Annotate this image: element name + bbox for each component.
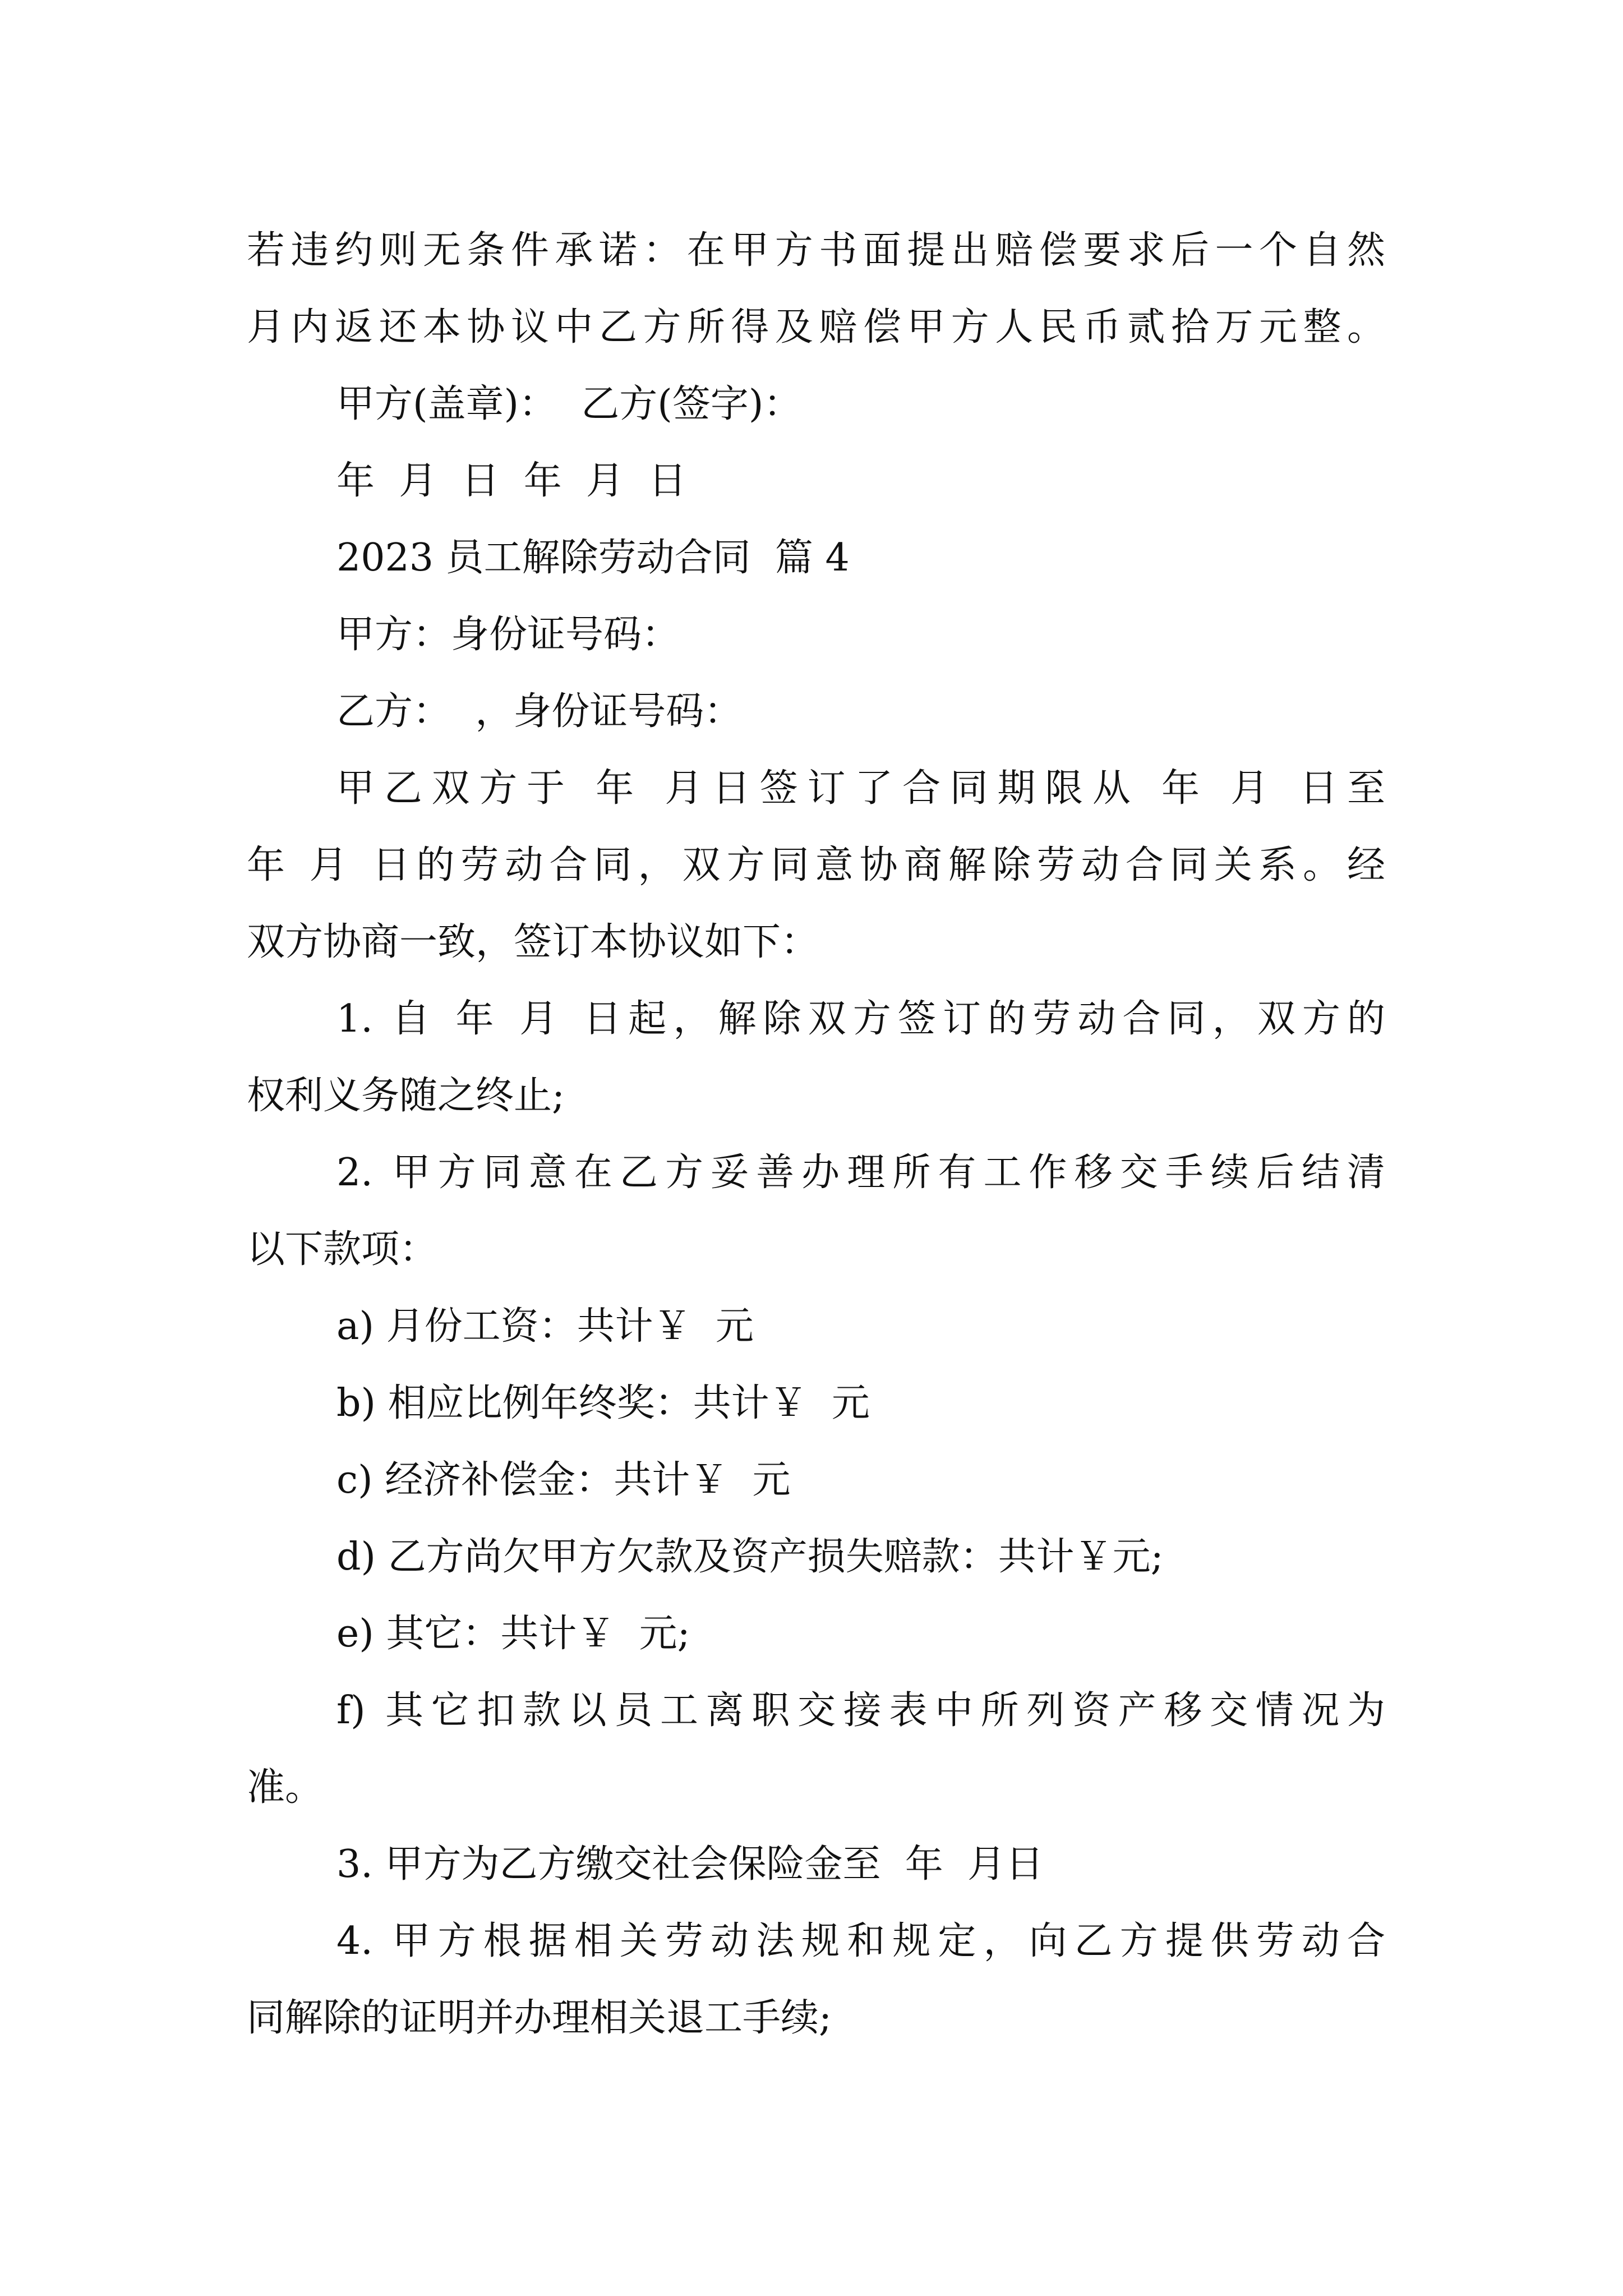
date-line: 年 月 日 年 月 日 [336, 459, 687, 503]
clause-line: 1. 自 年 月 日起，解除双方签订的劳动合同，双方的 [336, 997, 1385, 1041]
paragraph-line: 双方协商一致，签订本协议如下： [247, 920, 819, 964]
clause-line: 权利义务随之终止; [247, 1074, 565, 1118]
list-item: d) 乙方尚欠甲方欠款及资产损失赔款：共计￥元; [336, 1535, 1164, 1579]
paragraph-line: 甲乙双方于 年 月日签订了合同期限从 年 月 日至 [336, 766, 1385, 811]
paragraph-line: 若违约则无条件承诺：在甲方书面提出赔偿要求后一个自然 [247, 228, 1385, 273]
clause-line: 3. 甲方为乙方缴交社会保险金至 年 月日 [336, 1842, 1044, 1887]
clause-line: 2. 甲方同意在乙方妥善办理所有工作移交手续后结清 [336, 1151, 1385, 1195]
list-item: a) 月份工资：共计￥ 元 [336, 1304, 754, 1349]
paragraph-line: 年 月 日的劳动合同，双方同意协商解除劳动合同关系。经 [247, 843, 1385, 887]
clause-line: 以下款项： [247, 1227, 438, 1272]
clause-line: 同解除的证明并办理相关退工手续; [247, 1996, 832, 2040]
document-body [247, 212, 1385, 2056]
list-item: 准。 [247, 1765, 324, 1810]
party-a-line: 甲方：身份证号码： [336, 613, 680, 657]
list-item: f) 其它扣款以员工离职交接表中所列资产移交情况为 [336, 1688, 1385, 1733]
list-item: e) 其它：共计￥ 元; [336, 1612, 690, 1656]
clause-line: 4. 甲方根据相关劳动法规和规定，向乙方提供劳动合 [336, 1919, 1385, 1963]
signature-line: 甲方(盖章)： 乙方(签字)： [336, 382, 802, 426]
paragraph-line: 月内返还本协议中乙方所得及赔偿甲方人民币贰拾万元整。 [247, 305, 1385, 349]
section-heading: 2023 员工解除劳动合同 篇 4 [336, 536, 850, 580]
party-b-line: 乙方： ，身份证号码： [336, 689, 743, 734]
list-item: c) 经济补偿金：共计￥ 元 [336, 1458, 791, 1502]
list-item: b) 相应比例年终奖：共计￥ 元 [336, 1381, 870, 1425]
